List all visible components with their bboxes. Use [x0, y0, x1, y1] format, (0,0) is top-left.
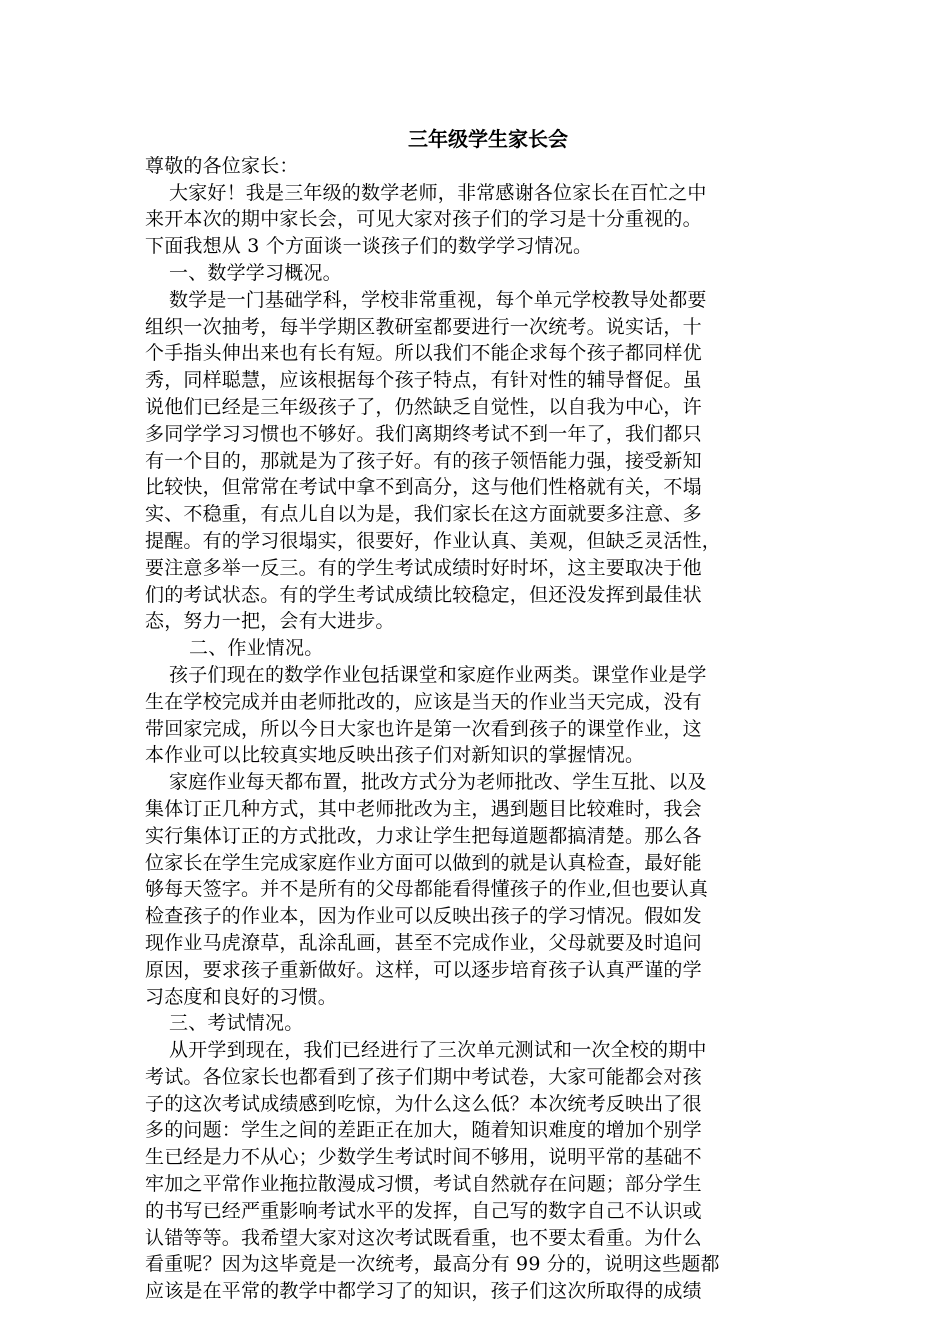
text-line: 原因，要求孩子重新做好。这样，可以逐步培育孩子认真严谨的学	[145, 958, 702, 981]
text-line: 考试。各位家长也都看到了孩子们期中考试卷，大家可能都会对孩	[145, 1065, 702, 1088]
text-line: 要注意多举一反三。有的学生考试成绩时好时坏，这主要取决于他	[145, 556, 702, 579]
text-line: 生已经是力不从心；少数学生考试时间不够用，说明平常的基础不	[145, 1146, 702, 1169]
text-line: 比较快，但常常在考试中拿不到高分，这与他们性格就有关，不塌	[145, 476, 702, 499]
text-line: 习态度和良好的习惯。	[145, 985, 338, 1008]
text-line: 有一个目的，那就是为了孩子好。有的孩子领悟能力强，接受新知	[145, 449, 702, 472]
text-line: 秀，同样聪慧，应该根据每个孩子特点，有针对性的辅导督促。虽	[145, 369, 702, 392]
text-line: 牢加之平常作业拖拉散漫成习惯，考试自然就存在问题；部分学生	[145, 1173, 702, 1196]
text-line: 数学是一门基础学科，学校非常重视，每个单元学校教导处都要	[169, 288, 707, 311]
text-line: 多同学学习习惯也不够好。我们离期终考试不到一年了，我们都只	[145, 422, 702, 445]
text-line: 孩子们现在的数学作业包括课堂和家庭作业两类。课堂作业是学	[169, 663, 707, 686]
text-line: 提醒。有的学习很塌实，很要好，作业认真、美观，但缺乏灵活性，	[145, 529, 722, 552]
text-line: 家庭作业每天都布置，批改方式分为老师批改、学生互批、以及	[169, 771, 707, 794]
text-line: 说他们已经是三年级孩子了，仍然缺乏自觉性，以自我为中心，许	[145, 395, 702, 418]
document-body	[145, 126, 811, 1305]
text-line: 实行集体订正的方式批改，力求让学生把每道题都搞清楚。那么各	[145, 824, 702, 847]
text-line: 带回家完成，所以今日大家也许是第一次看到孩子的课堂作业，这	[145, 717, 702, 740]
text-line: 们的考试状态。有的学生考试成绩比较稳定，但还没发挥到最佳状	[145, 583, 702, 606]
text-line: 生在学校完成并由老师批改的，应该是当天的作业当天完成，没有	[145, 690, 702, 713]
text-line: 态，努力一把，会有大进步。	[145, 610, 395, 633]
text-line: 认错等等。我希望大家对这次考试既看重，也不要太看重。为什么	[145, 1226, 702, 1249]
text-line: 子的这次考试成绩感到吃惊，为什么这么低？本次统考反映出了很	[145, 1092, 702, 1115]
text-line: 看重呢？因为这毕竟是一次统考，最高分有 99 分的，说明这些题都	[145, 1253, 720, 1276]
text-line: 从开学到现在，我们已经进行了三次单元测试和一次全校的期中	[169, 1039, 707, 1062]
text-line: 下面我想从 3 个方面谈一谈孩子们的数学学习情况。	[145, 235, 593, 258]
text-line: 个手指头伸出来也有长有短。所以我们不能企求每个孩子都同样优	[145, 342, 702, 365]
text-line: 二、作业情况。	[189, 637, 324, 660]
text-line: 大家好！我是三年级的数学老师，非常感谢各位家长在百忙之中	[169, 181, 707, 204]
text-line: 检查孩子的作业本，因为作业可以反映出孩子的学习情况。假如发	[145, 905, 702, 928]
text-line: 组织一次抽考，每半学期区教研室都要进行一次统考。说实话，十	[145, 315, 702, 338]
text-line: 的书写已经严重影响考试水平的发挥，自己写的数字自己不认识或	[145, 1199, 702, 1222]
text-line: 够每天签字。并不是所有的父母都能看得懂孩子的作业,但也要认真	[145, 878, 709, 901]
text-line: 本作业可以比较真实地反映出孩子们对新知识的掌握情况。	[145, 744, 645, 767]
text-line: 实、不稳重，有点儿自以为是，我们家长在这方面就要多注意、多	[145, 503, 702, 526]
text-line: 应该是在平常的教学中都学习了的知识，孩子们这次所取得的成绩	[145, 1280, 702, 1303]
document-title: 三年级学生家长会	[408, 127, 568, 151]
text-line: 多的问题：学生之间的差距正在加大，随着知识难度的增加个别学	[145, 1119, 702, 1142]
text-line: 尊敬的各位家长：	[145, 154, 299, 177]
text-line: 三、考试情况。	[169, 1012, 304, 1035]
text-line: 一、数学学习概况。	[169, 261, 342, 284]
text-line: 现作业马虎潦草，乱涂乱画，甚至不完成作业，父母就要及时追问	[145, 931, 702, 954]
text-line: 位家长在学生完成家庭作业方面可以做到的就是认真检查，最好能	[145, 851, 702, 874]
text-line: 来开本次的期中家长会，可见大家对孩子们的学习是十分重视的。	[145, 208, 702, 231]
document-text	[145, 153, 811, 1305]
text-line: 集体订正几种方式，其中老师批改为主，遇到题目比较难时，我会	[145, 797, 702, 820]
